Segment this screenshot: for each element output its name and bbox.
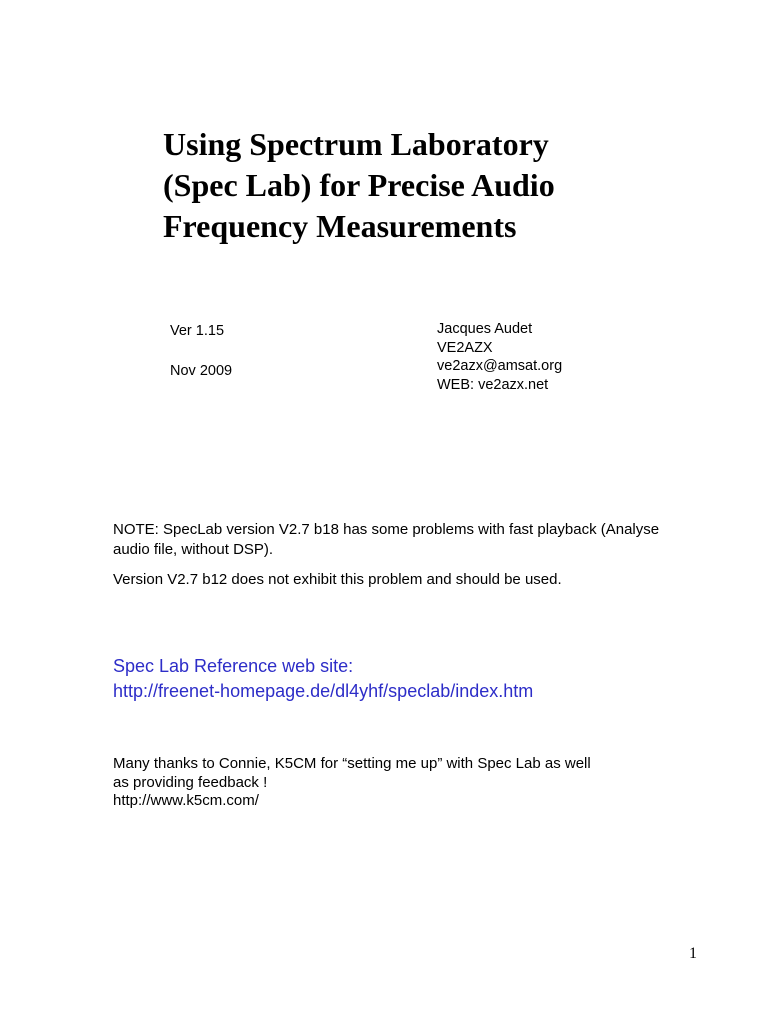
version-label: Ver 1.15 bbox=[170, 323, 225, 339]
thanks-line-2: as providing feedback ! bbox=[113, 773, 268, 791]
date-label: Nov 2009 bbox=[170, 363, 233, 379]
document-title bbox=[163, 124, 683, 247]
acknowledgement bbox=[113, 755, 693, 811]
note-paragraph-2: Version V2.7 b12 does not exhibit this problem and should be used. bbox=[113, 571, 562, 588]
author-email: ve2azx@amsat.org bbox=[437, 358, 563, 374]
title-line-2: (Spec Lab) for Precise Audio bbox=[163, 167, 555, 203]
version-info bbox=[170, 322, 232, 380]
author-callsign: VE2AZX bbox=[437, 339, 493, 356]
title-line-1: Using Spectrum Laboratory bbox=[163, 126, 549, 162]
reference-label: Spec Lab Reference web site: bbox=[113, 656, 354, 676]
author-name: Jacques Audet bbox=[437, 321, 533, 337]
reference-site bbox=[113, 654, 533, 704]
note-paragraph-1: NOTE: SpecLab version V2.7 b18 has some problems with fast playback (Analyse audio file, without DSP). bbox=[113, 521, 660, 558]
author-web: WEB: ve2azx.net bbox=[437, 376, 549, 393]
author-info bbox=[437, 320, 562, 394]
page-number: 1 bbox=[689, 945, 697, 962]
reference-url-link[interactable]: http://freenet-homepage.de/dl4yhf/speclab/index.htm bbox=[113, 681, 534, 701]
thanks-line-1: Many thanks to Connie, K5CM for “setting me up” with Spec Lab as well bbox=[113, 755, 591, 772]
version-note bbox=[113, 520, 673, 590]
title-line-3: Frequency Measurements bbox=[163, 208, 517, 244]
thanks-url-link[interactable]: http://www.k5cm.com/ bbox=[113, 792, 259, 809]
